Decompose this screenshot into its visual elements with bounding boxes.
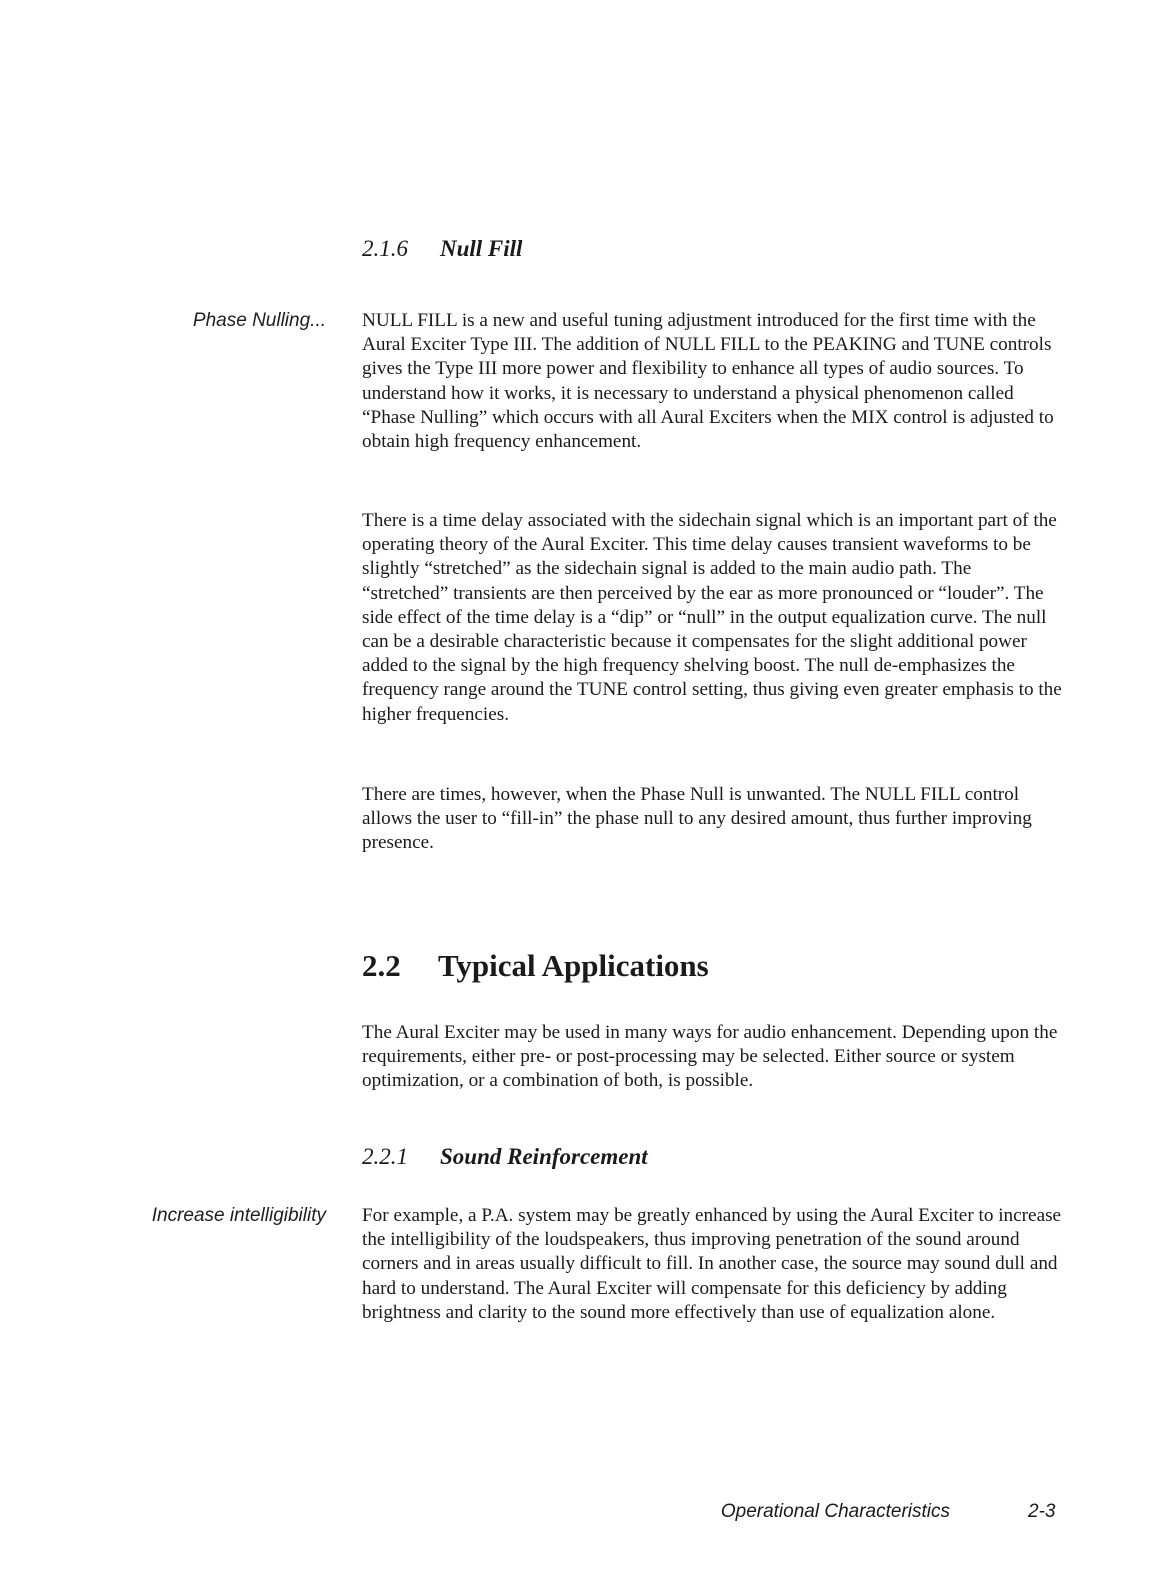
section-number: 2.2 [362, 948, 401, 983]
section-heading-2-1-6 [362, 236, 522, 262]
margin-note-phase-nulling: Phase Nulling... [192, 310, 326, 331]
footer-chapter-title: Operational Characteristics [720, 1501, 950, 1522]
section-title: Null Fill [440, 236, 523, 261]
margin-note-increase-intelligibility: Increase intelligibility [151, 1205, 326, 1226]
footer-page-number: 2-3 [1028, 1501, 1056, 1522]
paragraph-typical-applications: The Aural Exciter may be used in many ways for audio enhancement. Depending upon the requirements, either pre- or post-processing may be selected. Either source or system optimization, or a combination of both, is possible. [362, 1022, 1058, 1092]
section-title: Sound Reinforcement [440, 1144, 648, 1169]
paragraph-null-fill-intro: NULL FILL is a new and useful tuning adjustment introduced for the first time with the Aural Exciter Type III. The addition of NULL FILL to the PEAKING and TUNE controls gives the Type III more power and flexibility to enhance all types of audio sources. To understand how it works, it is necessary to understand a physical phenomenon called “Phase Nulling” which occurs with all Aural Exciters when the MIX control is adjusted to obtain high frequency enhancement. [362, 310, 1054, 453]
paragraph-time-delay: There is a time delay associated with the sidechain signal which is an important part of the operating theory of the Aural Exciter. This time delay causes transient waveforms to be slightly “stretched” as the sidechain signal is added to the main audio path. The “stretched” transients are then perceived by the ear as more pronounced or “louder”. The side effect of the time delay is a “dip” or “null” in the output equalization curve. The null can be a desirable characteristic because it compensates for the slight additional power added to the signal by the high frequency shelving boost. The null de-emphasizes the frequency range around the TUNE control setting, thus giving even greater emphasis to the higher frequencies. [362, 510, 1062, 725]
section-heading-2-2-1 [362, 1144, 648, 1170]
section-heading-2-2 [362, 948, 709, 984]
section-title: Typical Applications [438, 948, 709, 983]
paragraph-sound-reinforcement: For example, a P.A. system may be greatly enhanced by using the Aural Exciter to increase the intelligibility of the loudspeakers, thus improving penetration of the sound around corners and in areas usually difficult to fill. In another case, the source may sound dull and hard to understand. The Aural Exciter will compensate for this deficiency by adding brightness and clarity to the sound more effectively than use of equalization alone. [362, 1205, 1062, 1323]
section-number: 2.2.1 [362, 1144, 408, 1169]
paragraph-phase-null-unwanted: There are times, however, when the Phase Null is unwanted. The NULL FILL control allows the user to “fill-in” the phase null to any desired amount, thus further improving presence. [362, 784, 1032, 854]
section-number: 2.1.6 [362, 236, 408, 261]
